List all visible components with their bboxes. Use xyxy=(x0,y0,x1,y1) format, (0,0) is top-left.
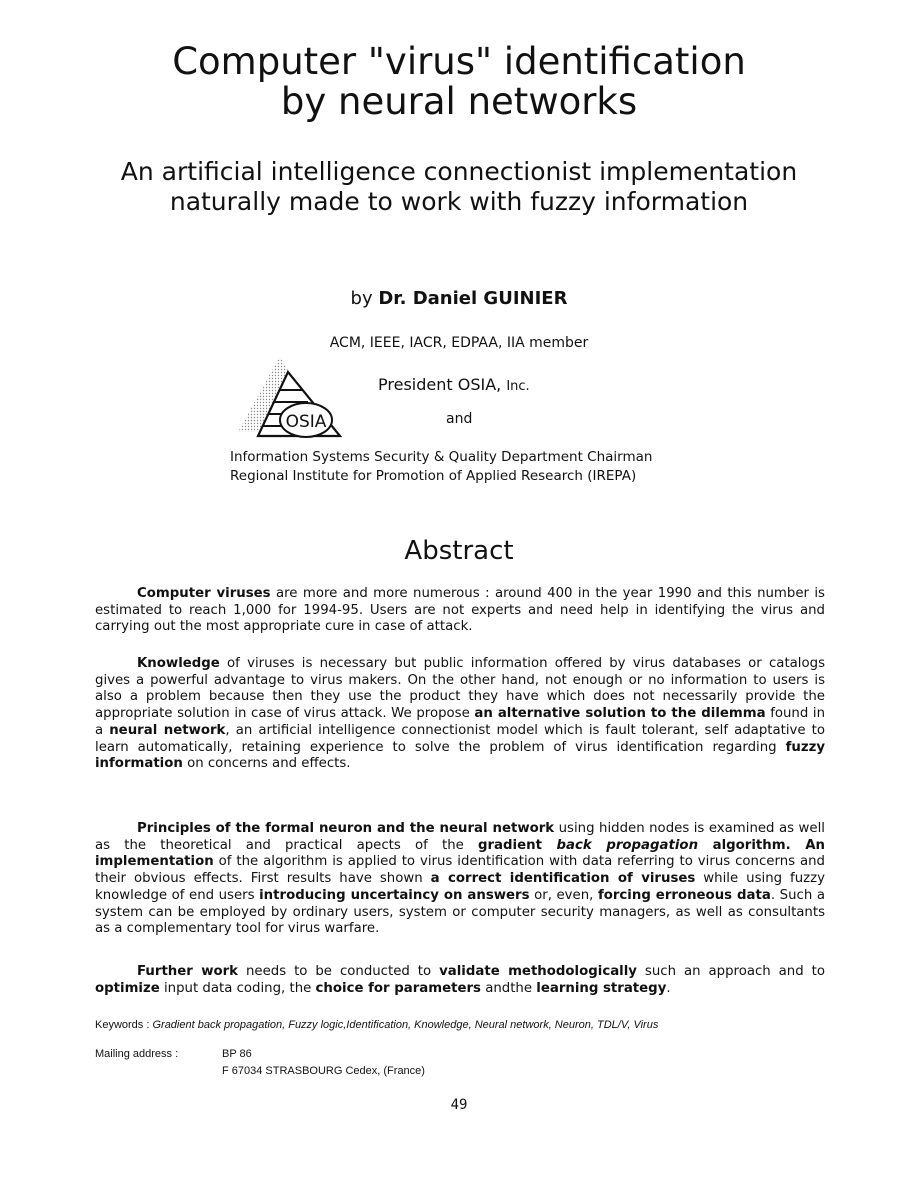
keywords-list: Gradient back propagation, Fuzzy logic,Identification, Knowledge, Neural network, Neuron, TDL/V, Virus xyxy=(152,1019,659,1031)
body-text: while using fuzzy knowledge of end users xyxy=(95,871,825,903)
emphasis-text: introducing uncertaincy on answers xyxy=(259,887,530,903)
emphasis-text: forcing erroneous data xyxy=(597,887,771,903)
body-text: needs to be conducted to xyxy=(238,964,440,979)
keywords xyxy=(95,1019,855,1031)
keywords-label: Keywords : xyxy=(95,1019,153,1031)
affiliation-line-1: Information Systems Security & Quality Department Chairman xyxy=(230,449,653,465)
body-text: of viruses is necessary but public information offered by virus databases or catalogs gives a powerful advantage to virus makers. On the other hand, not enough or no information to users is also a problem because then they use the product they have which does not necessarily provide the appropriate solution in case of virus attack. We propose xyxy=(95,656,825,722)
emphasis-text: back propagation xyxy=(556,837,699,853)
president-line xyxy=(378,375,530,394)
emphasis-text: Further work xyxy=(137,964,239,979)
emphasis-text: learning strategy xyxy=(536,980,667,996)
abstract-paragraph-1 xyxy=(95,586,825,636)
membership-line: ACM, IEEE, IACR, EDPAA, IIA member xyxy=(329,335,589,351)
byline-prefix: by xyxy=(350,288,379,309)
emphasis-text: optimize xyxy=(95,980,160,996)
body-text: such an approach and to xyxy=(636,964,825,979)
subtitle-line-2: naturally made to work with fuzzy information xyxy=(169,187,749,216)
body-text: on concerns and effects. xyxy=(182,756,351,772)
paper-subtitle xyxy=(0,157,918,217)
emphasis-text: an alternative solution to the dilemma xyxy=(474,706,766,722)
logo-text: OSIA xyxy=(285,412,327,432)
emphasis-text: fuzzy information xyxy=(95,739,825,772)
body-text: andthe xyxy=(480,980,537,996)
body-text: found in a xyxy=(95,706,826,738)
body-text: or, even, xyxy=(529,887,598,903)
abstract-paragraph-3 xyxy=(95,821,825,938)
body-text: . xyxy=(666,980,671,996)
abstract-paragraph-2 xyxy=(95,656,825,773)
emphasis-text: algorithm. An implementation xyxy=(95,837,825,870)
subtitle-line-1: An artificial intelligence connectionist implementation xyxy=(120,157,798,186)
osia-logo xyxy=(232,356,352,442)
paper-title xyxy=(0,42,918,122)
president-main: President OSIA, xyxy=(378,375,507,394)
emphasis-text: a correct identification of viruses xyxy=(430,871,696,887)
emphasis-text: gradient xyxy=(477,837,557,853)
emphasis-text: neural network xyxy=(109,722,226,738)
emphasis-text: Computer viruses xyxy=(137,586,271,601)
body-text: , an artificial intelligence connectionist model which is fault tolerant, self adaptative to learn automatically, retaining experience to solve the problem of virus identification regarding xyxy=(95,722,825,755)
title-line-2: by neural networks xyxy=(280,80,638,123)
body-text: of the algorithm is applied to virus identification with data referring to virus concerns and their obvious effects. First results have shown xyxy=(95,854,825,887)
mailing-label: Mailing address : xyxy=(95,1048,179,1060)
author-name: Dr. Daniel GUINIER xyxy=(378,288,568,309)
emphasis-text: choice for parameters xyxy=(315,980,481,996)
body-text: input data coding, the xyxy=(159,980,316,996)
title-line-1: Computer "virus" identification xyxy=(172,40,746,83)
mailing-line-2: F 67034 STRASBOURG Cedex, (France) xyxy=(222,1065,425,1077)
emphasis-text: validate methodologically xyxy=(439,964,637,979)
mailing-line-1: BP 86 xyxy=(222,1048,252,1060)
byline xyxy=(0,288,918,309)
body-text: . Such a system can be employed by ordinary users, system or computer security managers, as well as consultants as a complementary tool for virus warfare. xyxy=(95,887,825,937)
emphasis-text: Knowledge xyxy=(137,656,220,671)
president-suffix: Inc. xyxy=(506,379,530,394)
affiliation xyxy=(230,448,790,486)
body-text: are more and more numerous : around 400 in the year 1990 and this number is estimated to reach 1,000 for 1994-95. Users are not experts and need help in identifying the virus and carrying out the most appropriate cure in case of attack. xyxy=(95,586,825,635)
emphasis-text: Principles of the formal neuron and the neural network xyxy=(137,821,555,836)
abstract-paragraph-4 xyxy=(95,964,825,997)
and-text: and xyxy=(446,411,473,427)
abstract-heading: Abstract xyxy=(404,536,514,566)
affiliation-line-2: Regional Institute for Promotion of Applied Research (IREPA) xyxy=(230,468,637,484)
body-text: using hidden nodes is examined as well as the theoretical and practical apects of the xyxy=(95,821,825,853)
page-number: 49 xyxy=(450,1097,468,1113)
